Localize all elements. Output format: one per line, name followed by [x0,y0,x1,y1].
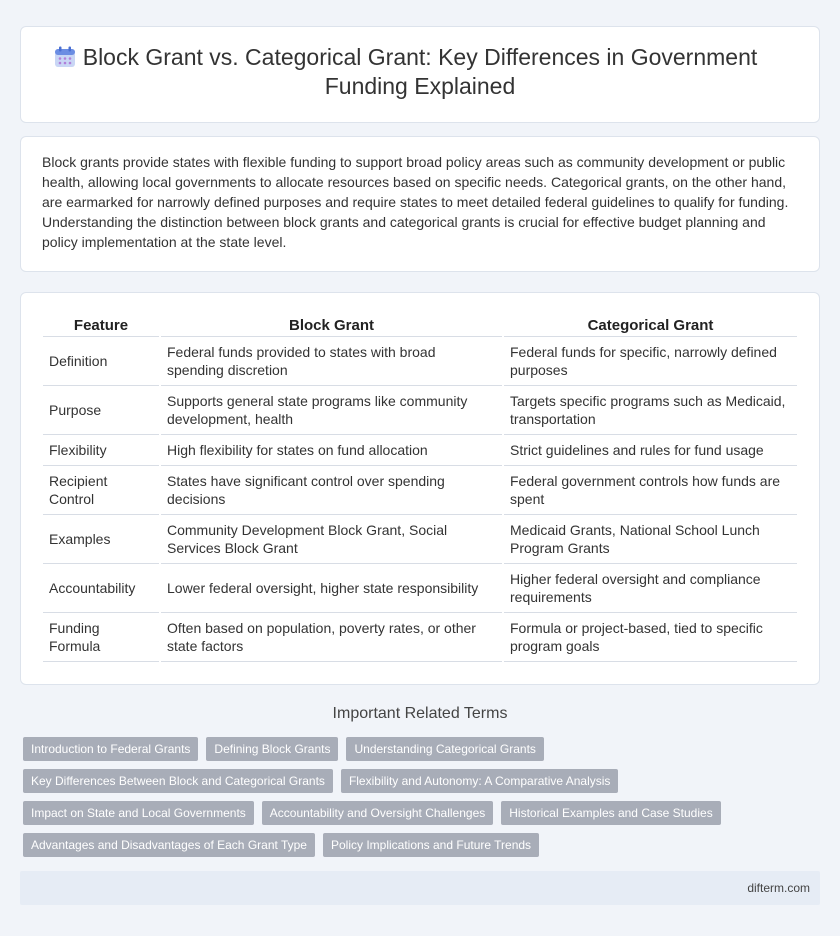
table-cell-feature: Definition [43,337,159,386]
related-terms-list [23,737,813,857]
footer [20,871,820,905]
intro-card [20,136,820,272]
table-row [43,564,797,613]
table-cell-categorical: Targets specific programs such as Medicaid, transportation [504,386,797,435]
table-cell-block: Supports general state programs like community development, health [161,386,502,435]
related-term-tag[interactable]: Key Differences Between Block and Categorical Grants [23,769,333,793]
footer-site-link[interactable]: difterm.com [747,881,810,895]
related-terms-title: Important Related Terms [332,705,508,722]
table-row [43,435,797,466]
table-cell-feature: Examples [43,515,159,564]
related-term-tag[interactable]: Impact on State and Local Governments [23,801,254,825]
table-cell-feature: Accountability [43,564,159,613]
related-term-tag[interactable]: Historical Examples and Case Studies [501,801,720,825]
table-cell-block: Lower federal oversight, higher state responsibility [161,564,502,613]
related-term-tag[interactable]: Accountability and Oversight Challenges [262,801,493,825]
table-cell-block: Community Development Block Grant, Social Services Block Grant [161,515,502,564]
table-cell-block: States have significant control over spending decisions [161,466,502,515]
table-cell-feature: Recipient Control [43,466,159,515]
table-row [43,337,797,386]
related-term-tag[interactable]: Introduction to Federal Grants [23,737,198,761]
related-term-tag[interactable]: Defining Block Grants [206,737,338,761]
page-title [21,43,819,101]
table-row [43,386,797,435]
related-term-tag[interactable]: Advantages and Disadvantages of Each Grant Type [23,833,315,857]
table-cell-categorical: Formula or project-based, tied to specific program goals [504,613,797,662]
comparison-table [41,311,799,662]
intro-paragraph: Block grants provide states with flexible funding to support broad policy areas such as community development or public health, allowing local governments to allocate resources based on specific needs. Categorical grants, on the other hand, are earmarked for narrowly defined purposes and require states to meet detailed federal guidelines to qualify for funding. Understanding the distinction between block grants and categorical grants is crucial for effective budget planning and policy implementation at the state level. [42,154,789,250]
table-cell-block: Federal funds provided to states with broad spending discretion [161,337,502,386]
related-term-tag[interactable]: Policy Implications and Future Trends [323,833,539,857]
table-cell-categorical: Strict guidelines and rules for fund usage [504,435,797,466]
table-cell-feature: Purpose [43,386,159,435]
header-feature: Feature [43,311,159,337]
table-cell-feature: Flexibility [43,435,159,466]
table-row [43,466,797,515]
table-cell-categorical: Higher federal oversight and compliance requirements [504,564,797,613]
page-title-line-1: Block Grant vs. Categorical Grant: Key Differences in Government [82,44,758,70]
table-cell-categorical: Medicaid Grants, National School Lunch Program Grants [504,515,797,564]
table-row [43,515,797,564]
header-categorical-grant: Categorical Grant [504,311,797,337]
page-title-line-2: Funding Explained [324,73,516,99]
table-cell-block: High flexibility for states on fund allocation [161,435,502,466]
related-term-tag[interactable]: Understanding Categorical Grants [346,737,543,761]
table-cell-categorical: Federal funds for specific, narrowly defined purposes [504,337,797,386]
table-cell-feature: Funding Formula [43,613,159,662]
table-header-row [43,311,797,337]
table-cell-categorical: Federal government controls how funds are spent [504,466,797,515]
table-row [43,613,797,662]
header-block-grant: Block Grant [161,311,502,337]
header-card [20,26,820,123]
table-cell-block: Often based on population, poverty rates, or other state factors [161,613,502,662]
comparison-card [20,292,820,685]
related-term-tag[interactable]: Flexibility and Autonomy: A Comparative Analysis [341,769,618,793]
